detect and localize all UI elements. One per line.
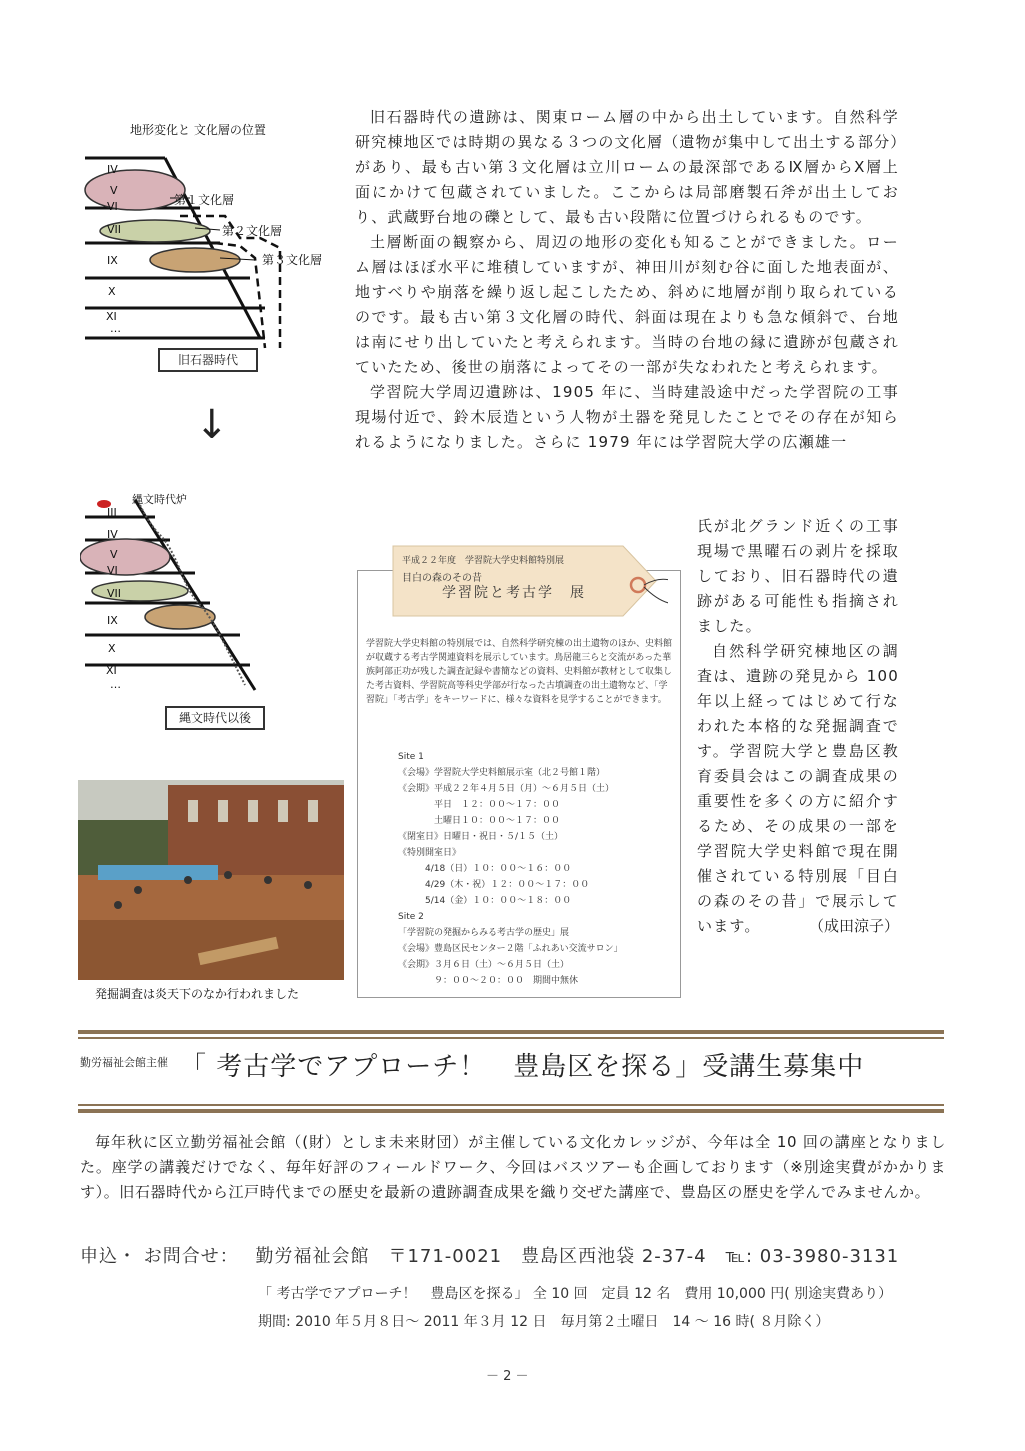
layer-label: IX [107,254,118,267]
flyer-line: 平日 １２：００〜１７：００ [398,800,561,810]
flyer-line: 4/29（木・祝）１２：００〜１７：００ [398,880,590,890]
exhibition-flyer [357,556,681,998]
flyer-line: 《特別開室日》 [398,848,462,858]
article-paragraph: 土層断面の観察から、周辺の地形の変化も知ることができました。ローム層はほぼ水平に堆積していますが、神田川が刻む谷に面した地表面が、地すべりや崩落を繰り返し起こしたため、斜めに地層が削り取られているのです。最も古い第３文化層の時代、斜面は現在よりも急な傾斜で、台地は南にせり出していたと考えられます。当時の台地の縁に遺跡が包蔵されていたため、後世の崩落によってその一部が失なわれたと考えられます。 [355,233,899,376]
layer-label: V [110,548,118,561]
layer-label: IV [107,163,118,176]
article-paragraph: 自然科学研究棟地区の調査は、遺跡の発見から 100 年以上経ってはじめて行なわれた本格的な発掘調査です。学習院大学と豊島区教育委員会はこの調査成果の重要性を多くの方に紹介するため、その成果の一部を学習院大学史料館で現在開催されている特別展「目白の森のその昔」で展示しています。 [697,642,899,935]
layer-label: VII [107,587,122,600]
course-paragraph: 毎年秋に区立勤労福祉会館（(財）としま未来財団）が主催している文化カレッジが、今年は全 10 回の講座となりました。座学の講義だけでなく、毎年好評のフィールドワーク、今回はバスツアーも企画しております（※別途実費がかかります）。旧石器時代から江戸時代までの歴史を最新の遺跡調査成果を織り交ぜた講座で、豊島区の歴史を学んでみませんか。 [80,1133,946,1201]
flyer-line: Site 1 [398,752,424,762]
article-wide-column [355,105,899,455]
layer-label: … [110,678,121,691]
flyer-line: 「学習院の発掘からみる考古学の歴史」展 [398,928,570,938]
culture-layer-2-label: 第２文化層 [222,224,283,238]
layer-label: V [110,184,118,197]
layer-label: III [107,506,117,519]
layer-label: X [108,285,116,298]
layer-label: VI [107,564,118,577]
flyer-body: 学習院大学史料館の特別展では、自然科学研究棟の出土遺物のほか、史料館が収蔵する考古学関連資料を展示しています。鳥居龍三らと交流があった華族阿部正功が残した調査記録や書簡などの資料、史料館が教材として収集した考古資料、学習院高等科史学部が行なった古墳調査の出土遺物など、「学習院」「考古学」をキーワードに、様々な資料を見学することができます。 [366,639,673,705]
layer-label: IV [107,528,118,541]
flyer-tag-line: 平成２２年度 学習院大学史料館特別展 [402,556,565,566]
flyer-line: 《会期》平成２２年４月５日（月）〜６月５日（土） [398,784,615,794]
hearth-label: 縄文時代炉 [132,493,187,506]
diagram1-title: 地形変化と 文化層の位置 [130,123,266,137]
banner-sponsor: 勤労福祉会館主催 [80,1056,168,1069]
banner-rule-bottom-thin [78,1104,944,1106]
layer-label: XI [106,664,117,677]
course-info: 「 考古学でアプローチ！ 豊島区を探る」 全 10 回 定員 12 名 費用 10,000 円( 別途実費あり） [258,1286,893,1302]
layer-label: VI [107,200,118,213]
contact-line: 申込・ お問合せ： 勤労福祉会館 〒171-0021 豊島区西池袋 2-37-4 ℡: 03-3980-3131 [80,1246,900,1267]
layer-label: VII [107,223,122,236]
layer-label: XI [106,310,117,323]
flyer-line: 土曜日１０：００〜１７：００ [398,816,561,826]
flyer-line: 4/18（日）１０：００〜１６：００ [398,864,572,874]
layer-label: IX [107,614,118,627]
page-number: － 2 － [486,1369,529,1384]
banner-title: 「 考古学でアプローチ！ 豊島区を探る」受講生募集中 [180,1052,865,1082]
excavation-photo [78,780,344,980]
article-paragraph: 旧石器時代の遺跡は、関東ローム層の中から出土しています。自然科学研究棟地区では時期の異なる３つの文化層（遺物が集中して出土する部分）があり、最も古い第３文化層は立川ロームの最深部であるⅨ層からⅩ層上面にかけて包蔵されていました。ここからは局部磨製石斧が出土しており、武蔵野台地の礫として、最も古い段階に位置づけられるものです。 [355,108,899,226]
flyer-line: 《会場》豊島区民センター２階「ふれあい交流サロン」 [398,944,623,954]
flyer-line: 《会期》３月６日（土）〜６月５日（土） [398,960,570,970]
layer-label: X [108,642,116,655]
flyer-line: 5/14（金）１０：００〜１８：００ [398,896,572,906]
photo-caption: 発掘調査は炎天下のなか行われました [95,987,300,1001]
culture-layer-1-label: 第１文化層 [174,193,235,207]
era-label-paleolithic: 旧石器時代 [158,348,258,372]
course-period: 期間: 2010 年５月８日〜 2011 年３月 12 日 毎月第２土曜日 14 〜 16 時( ８月除く） [258,1314,830,1330]
flyer-line: 《会場》学習院大学史料館展示室（北２号館１階） [398,768,606,778]
article-paragraph: 氏が北グランド近くの工事現場で黒曜石の剥片を採取しており、旧石器時代の遺跡がある可能性も指摘されました。 [697,517,899,635]
flyer-tag-title: 学習院と考古学 展 [442,585,586,601]
era-label-jomon: 縄文時代以後 [165,706,265,730]
flyer-tag-sub: 目白の森のその昔 [402,573,482,584]
banner-rule-bottom [78,1109,944,1113]
layer-label: … [110,322,121,335]
banner-rule-top-thin [78,1037,944,1039]
culture-layer-3-label: 第３文化層 [262,253,323,267]
flyer-line: ９：００〜２０：００ 期間中無休 [398,976,579,986]
flyer-schedule [398,749,678,989]
course-description [80,1130,946,1205]
flyer-line: 《閉室日》日曜日・祝日・５/１５（土） [398,832,564,842]
banner-rule-top [78,1030,944,1034]
down-arrow-icon: ↓ [195,402,229,448]
article-paragraph: 学習院大学周辺遺跡は、1905 年に、当時建設途中だった学習院の工事現場付近で、鈴木辰造という人物が土器を発見したことでその存在が知られるようになりました。さらに 1979 年には学習院大学の広瀬雄一 [355,383,899,451]
flyer-line: Site 2 [398,912,424,922]
article-author: （成田涼子） [808,917,899,935]
article-narrow-column [697,514,899,939]
